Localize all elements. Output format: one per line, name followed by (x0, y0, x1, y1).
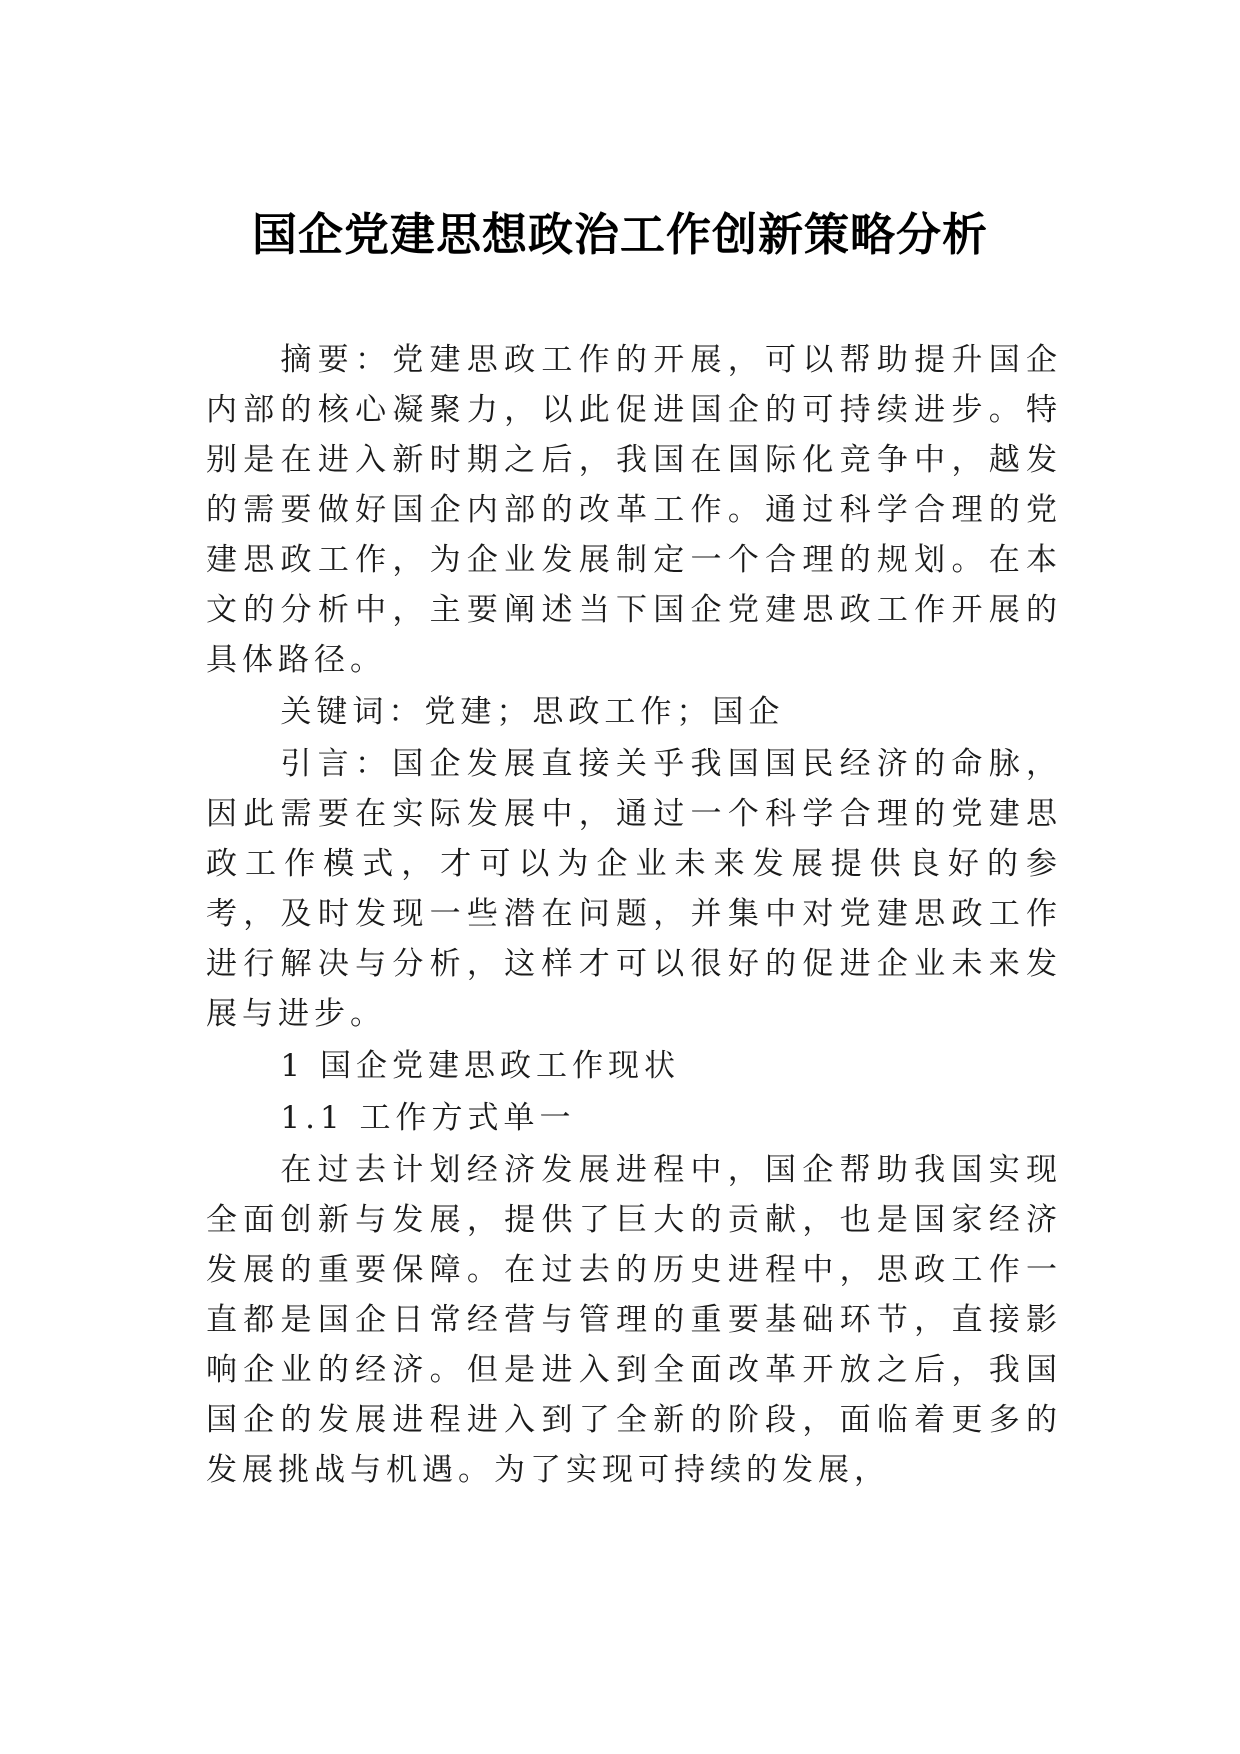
section-heading-1: 1 国企党建思政工作现状 (280, 1048, 680, 1084)
introduction-paragraph: 引言：国企发展直接关乎我国国民经济的命脉，因此需要在实际发展中，通过一个科学合理的党建思政工作模式，才可以为企业未来发展提供良好的参考，及时发现一些潜在问题，并集中对党建思政工作进行解决与分析，这样才可以很好的促进企业未来发展与进步。 (206, 746, 1062, 1032)
section-heading-1-1: 1.1 工作方式单一 (280, 1100, 576, 1136)
section-1-1-body-paragraph: 在过去计划经济发展进程中，国企帮助我国实现全面创新与发展，提供了巨大的贡献，也是国家经济发展的重要保障。在过去的历史进程中，思政工作一直都是国企日常经营与管理的重要基础环节，直接影响企业的经济。但是进入到全面改革开放之后，我国国企的发展进程进入到了全新的阶段，面临着更多的发展挑战与机遇。为了实现可持续的发展， (206, 1152, 1062, 1488)
document-title: 国企党建思想政治工作创新策略分析 (251, 208, 988, 261)
keywords-paragraph: 关键词：党建；思政工作；国企 (280, 694, 785, 730)
abstract-paragraph: 摘要：党建思政工作的开展，可以帮助提升国企内部的核心凝聚力，以此促进国企的可持续进步。特别是在进入新时期之后，我国在国际化竞争中，越发的需要做好国企内部的改革工作。通过科学合理的党建思政工作，为企业发展制定一个合理的规划。在本文的分析中，主要阐述当下国企党建思政工作开展的具体路径。 (206, 342, 1062, 678)
document-body (206, 335, 1062, 1497)
